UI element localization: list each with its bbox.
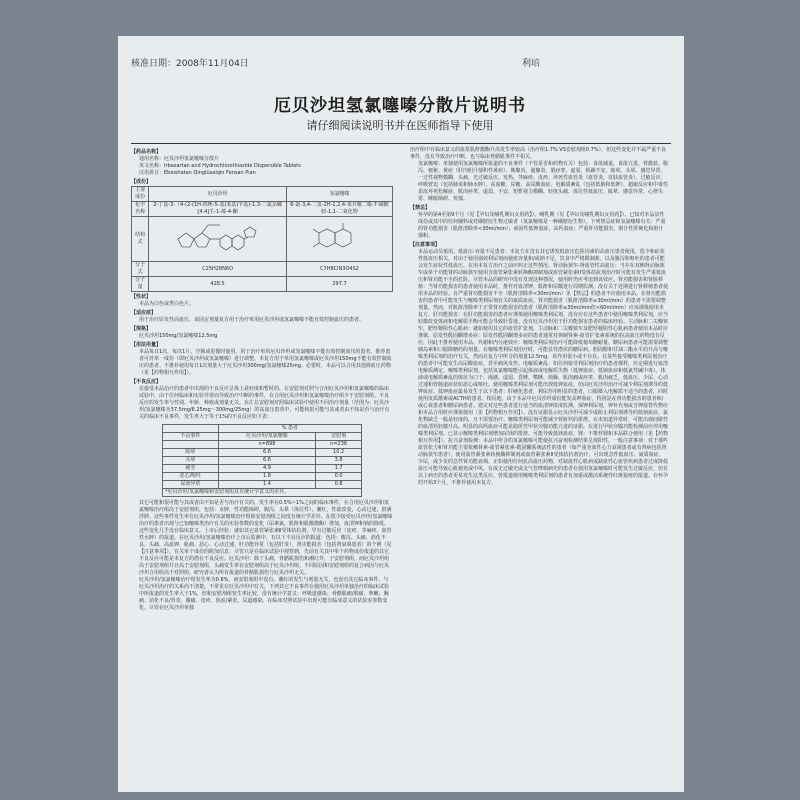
ae-drug-pct: 6.6 bbox=[218, 457, 316, 465]
english-name: 英文名称：Irbesartan and Hydrochlorothiazide Dispersible Tablets bbox=[139, 163, 301, 169]
comp-row-label: 分子式 bbox=[132, 262, 149, 277]
ae-drug-pct: 1.4 bbox=[218, 481, 316, 489]
irbesartan-mw: 428.5 bbox=[149, 277, 287, 292]
approval-date: 核准日期：2008年11月04日 bbox=[131, 59, 249, 69]
character-heading: 【性状】 bbox=[131, 294, 152, 300]
ae-header-cell: % 患者 bbox=[218, 425, 361, 433]
drug-name-heading: 【药品名称】 bbox=[131, 149, 162, 155]
table-row bbox=[163, 481, 362, 489]
precaution-text: 本品运动员慎用。低血压-容量不足患者：本复方在没有其它诱发低血压危险因素的高血压患者使用，很少和症状性低血压相关，对由于使用强效利尿剂而使血容量和/或钠不足，饮食中严格限制盐，以及腹泻和呕吐的患者可能会发生症状性低血压。在用本复方治疗之前应纠正这些情况。肾动脉狭窄-肾血管性高血压：当存在双侧肾动脉狭窄或单个功能肾的动脉狭窄使用含血管紧张素转换酶抑制剂或血管紧张素II受体拮抗剂治疗时可能有发生严重低血压和肾功能不全的危险。尽管本品的研究中没有发现这种情况，使用时仍应考虑到该效应。肾功能损害和肾脏移植：当肾功能损害的患者使用本品时，推荐对血清钾、肌酐和尿酸进行周期监测。没有关于近期进行肾移植患者使用本品的经验。有严重肾功能损害不全（肌酐清除率<30ml/min）见【禁忌】的患者不应使用本品。在肾功能损害的患者中可能发生与噻嗪类利尿剂有关的氮质血症。肾功能损害（肌酐清除率≥30ml/min）的患者不需要调整剂量。然而，对肌酐清除率于正常肾功能损害的患者（肌酐清除率≥30ml/min但<60ml/min）应该谨慎使用本复方。肝功能损害：在肝功能损害的患者应谨慎使用噻嗪类利尿剂。没有应在这些患者中使用噻嗪类利尿剂，应当轻微改变体液和电解质平衡可能会导致肝昏迷。没有厄贝沙坦用于肝功能损害患者的临床经验。主动脉和二尖瓣狭窄，肥厚梗阻性心肌病：就如使用其它的血管扩张剂，主动脉和二尖瓣狭窄及肥厚梗阻性心肌病患者使用本品时应谨慎。原发性醛固酮增多症：原发性醛固酮增多症的患者通常对抑制肾素-血管扩张素系统的抗高血压药物没有反应，因此不推荐使用本品。代谢和内分泌效应：噻嗪类利尿剂治疗可能降低葡萄糖耐量。糖尿病患者可能需要调整胰岛素和口服降糖药的剂量。在噻嗪类利尿剂治疗时，可能显性潜伏的糖尿病。胆固醇和甘油三酯水平的升高与噻嗪类利尿剂的治疗有关，然而在复方中所含的剂量12.5mg，该作用很小或不存在。在某些接受噻嗪类利尿剂治疗的患者中可能发生高尿酸血症，甚至痛风发作。电解质紊乱：如任何接受利尿剂治疗的患者都样，应定期进行血清电解质测定。噻嗪类利尿剂，包括氢氯噻嗪能引起体液或电解质失衡（低钾血症、低钠血症和低氯性碱中毒）。体液或电解质紊乱的体征为口干、渴感、虚弱、昏睡、嗜睡、烦躁、肌肉痛或痉挛、肌肉疲乏、低血压、少尿、心动过速和胃肠道症状如恶心或呕吐。使用噻嗪类利尿剂可能出现低钾血症，但由厄贝沙坦治疗可减少利尿剂诱导的低钾血症。低钾血症最易发生于以下患者：肝硬化患者，利尿作用明显的患者，口服摄入电解质不适当的患者，同时使用皮质激素或ACTH的患者。相反地，由于本品中厄贝沙坦成份能发高钾血症，特别是在肾功能损害的患者和/或心衰患者和糖尿病患者。建议对这些患者进行适当的血清钾浓度监测。保钾利尿剂，钾补充剂或含钾盐替代物应和本品合用时应谨慎使用（见【药物相互作用】）。没有证据显示厄贝沙坦可减少或阻止利尿剂诱导的低钠血症。氯化物缺乏一般是轻度的，且不需要治疗。噻嗪类利尿剂可能减少肾脏钙的排泄，在未知道异常时，可能出现间歇性的血清钙轻微升高。明显的高钙血症可能是隐匿性甲状旁腺功能亢进的证据。在进行甲状旁腺功能检测前应停用噻嗪类利尿剂。已显示噻嗪类利尿剂增加尿镁的排泄，可能导致低镁血症。锂：不推荐锂和本品联合使用（见【药物相互作用】）。抗兴奋剂检测：本品中所含的氢氯噻嗪可能使抗兴奋剂检测结果呈现阳性。一般注意事项：对于那些血管张力和肾功能主要依赖肾素-血管紧张素-醛固酮系统活性的患者（如严重充血性心力衰竭患者或有肾病包括肾动脉狭窄患者），使用血管紧张素转换酶抑制剂或血管紧张素II受体拮抗剂治疗，可出现急性低血压、氮质血症、少尿，或少见的急性肾功能衰竭。正如使用任何抗高血压药物，对缺血性心肌病或缺血性心血管疾病患者过度降低血压可能导致心肌梗死或中风。有或无过敏史或支气管哮喘病史的患者在使用氢氯噻嗪时可能发生过敏反应，但有以上病史的患者更易发生这类反应。曾报道使用噻嗪类利尿剂的患者有加重或激活系统性红斑狼疮的报道。在怀孕的开始3个月，不推荐使用本复方。 bbox=[418, 249, 669, 486]
ae-placebo-pct: 1.7 bbox=[316, 465, 362, 473]
ae-count-cell: n=898 bbox=[218, 441, 316, 449]
table-row bbox=[163, 449, 362, 457]
generic-name: 通用名称：厄贝沙坦氢氯噻嗪分散片 bbox=[139, 156, 220, 162]
ae-placebo-pct: 0.0 bbox=[316, 473, 362, 481]
character-text: 本品为白色或类白色片。 bbox=[139, 301, 195, 307]
ae-count-cell: n=236 bbox=[316, 441, 362, 449]
usage-heading: 【用法用量】 bbox=[131, 342, 162, 348]
comp-row-label: 分子量 bbox=[132, 277, 149, 292]
spec-heading: 【规格】 bbox=[131, 326, 152, 332]
hctz-mw: 297.7 bbox=[287, 277, 393, 292]
contraindication-text: 怀孕的第4至第9个月（见【孕妇及哺乳期妇女用药】）。哺乳期（见【孕妇及哺乳期妇女用药】）。已知对本品活性成份或其中的任何辅料或对磺胺衍生物过敏者（氢氯噻嗪是一种磺胺衍生物）。下列禁忌症和氢氯噻嗪有关：严重的肾功能损害（肌酐清除率<30ml/min）；顽固性低钾血症，高钙血症；严重肝功能损害，胆汁性肝硬化和胆汁郁积。 bbox=[418, 212, 666, 239]
composition-table bbox=[131, 186, 393, 292]
hctz-chem-name: 6-氯-3,4-二氢-2H-1,2,4-苯并噻二嗪-7-磺酰胺-1,1-二氧化物 bbox=[287, 202, 393, 217]
ae-placebo-pct: 3.8 bbox=[316, 457, 362, 465]
composition-heading: 【成份】 bbox=[131, 179, 152, 185]
irbesartan-structure bbox=[149, 217, 287, 262]
ae-header-cell: 不良事件 bbox=[163, 433, 219, 441]
pinyin-name: 汉语拼音：Ebeishatan Qinglüsaiqin Fensan Pian bbox=[139, 170, 256, 176]
comp-header-cell: 主要成份 bbox=[132, 187, 149, 202]
adverse-text: 在接受本品治疗的患者中出现的不良反应总体上是轻度和暂时的。在安慰剂对照与合用厄贝沙坦和氢氯噻嗪的临床试验中，由于任何临床和实验异常而导致治疗中断的事件，在合用厄贝沙坦和氢氯噻嗪治疗组少于安慰剂组。不良反应的发生率与性别、年龄、种族或剂量无关。在汇总安慰剂对照临床试验中使用不同治疗剂量（范围为：厄贝沙坦/氢氯噻嗪为37.5mg/6.25mg～300mg/25mg）的高血压患者中，可能和很可能与其或者由不知是否与治疗有关的临床不良事件，发生率大于等于1%的不良反应如下表： bbox=[139, 386, 390, 420]
hctz-formula: C7H8ClN3O4S2 bbox=[287, 262, 393, 277]
precaution-heading: 【注意事项】 bbox=[410, 242, 441, 248]
ae-event: 恶心/呕吐 bbox=[163, 473, 219, 481]
ae-event: 眩晕 bbox=[163, 449, 219, 457]
indication-text: 用于治疗原发性高血压。该固定剂量复方用于治疗单用厄贝沙坦或氢氯噻嗪不能有效控制血压的患者。 bbox=[139, 317, 365, 323]
right-top-text: 治疗组中有临床意义的血浆肌酐激酶升高发生率较高（治疗组1.7% VS安慰剂组0.7%），但这些变化并不属严重不良事件，没有导致治疗中断，也与临床骨骼肌事件不相关。 bbox=[410, 147, 667, 160]
irbesartan-chem-name: 2-丁基-3-（4-(2-(1H-四唑-5-基)苯基)苄基)-1,3-二氮杂螺[4.4]壬-1-烯-4-酮 bbox=[149, 202, 287, 217]
leaflet-subtitle: 请仔细阅读说明书并在医师指导下使用 bbox=[306, 119, 494, 132]
irbesartan-structure-image bbox=[168, 219, 268, 259]
ae-drug-pct: 1.8 bbox=[218, 473, 316, 481]
spec-text: 厄贝沙坦150mg/氢氯噻嗪12.5mg bbox=[139, 333, 218, 339]
ae-event: 疲劳 bbox=[163, 465, 219, 473]
comp-row-label: 结构式 bbox=[132, 217, 149, 262]
ae-footnote: *厄贝沙坦/氢氯噻嗪和安慰剂组具有统计学意义的差异。 bbox=[163, 489, 362, 497]
adverse-text-3: 厄贝沙坦/氢氯噻嗪治疗组发生率为0.6%，而安慰剂组中没有。潮红的发生与剂量无关，也没有其它临床事件，与厄贝沙坦治疗的关系尚不清楚。不常见在厄贝沙坦中有关，下列其它不良事件在使用厄贝沙坦单独治疗的临床试验中所报道的发生率大于1%，但和安慰剂组发生率比较，没有统计学意义：呼吸道感染、骨骼肌痛/肌痛、咳嗽、胸痛、消化不良/胃炎、腹痛、皮疹、焦虑/紧张、尿道感染。在临床对照试验中出现可能有临床意义的试验室参数变化，尽管在厄贝沙坦单独 bbox=[139, 577, 390, 611]
adverse-events-table bbox=[162, 424, 362, 497]
ae-placebo-pct: 10.2 bbox=[316, 449, 362, 457]
title-divider bbox=[131, 143, 671, 144]
ae-drug-pct: 4.9 bbox=[218, 465, 316, 473]
ae-event: 头晕 bbox=[163, 457, 219, 465]
adverse-heading: 【不良反应】 bbox=[131, 379, 162, 385]
ae-header-cell: 安慰剂 bbox=[316, 433, 362, 441]
irbesartan-formula: C25H28N6O bbox=[149, 262, 287, 277]
indication-heading: 【适应症】 bbox=[131, 310, 157, 316]
ae-drug-pct: 6.6 bbox=[218, 449, 316, 457]
table-row bbox=[163, 457, 362, 465]
hctz-adverse-text: 氢氯噻嗪：单独使用氢氯噻嗪所报道的不良事件（不管是否和药物有关）包括：食欲减退、食欲亢进、胃激惹、腹泻、便秘、黄疸（肝内胆汁郁积性黄疸）、胰腺炎、涎腺炎、肌痉挛、虚弱、烦躁不安、眩晕、头晕、感觉异常、一过性视物模糊、头痛、光过敏反应、发热、荨麻疹、皮疹、坏死性血管炎（血管炎，皮肤血管炎）、过敏反应、呼吸窘迫（包括肺炎和肺水肿）、高血糖、尿糖、高尿酸血症、电解质紊乱（包括低钠和低钾）、超敏反应和中毒性表皮坏死松解症、肌肉痉挛、虚弱、不安、短暂视力模糊、轻度头痛、体位性低血压、眩晕、感觉异常、心律失常、睡眠障碍、忧郁。 bbox=[418, 161, 669, 202]
table-row bbox=[163, 465, 362, 473]
right-column bbox=[410, 147, 668, 487]
ae-header-cell: 厄贝沙坦/氢氯噻嗪 bbox=[218, 433, 316, 441]
brand-label: 利培 bbox=[522, 59, 541, 69]
ae-event: 尿液异常 bbox=[163, 481, 219, 489]
ae-header-cell bbox=[163, 425, 219, 433]
comp-header-cell: 厄贝沙坦 bbox=[149, 187, 287, 202]
comp-row-label: 化学名称 bbox=[132, 202, 149, 217]
left-column bbox=[131, 147, 393, 612]
ae-count-cell bbox=[163, 441, 219, 449]
contraindication-heading: 【禁忌】 bbox=[410, 205, 431, 211]
comp-header-cell: 氢氯噻嗪 bbox=[287, 187, 393, 202]
hctz-structure-image bbox=[305, 219, 375, 259]
adverse-text-2: 其它可能和很可能与其或者由不知是否与治疗有关的，发生率在0.5%~1%之间的临床事件，在合用厄贝沙坦和氢氯噻嗪治疗组高于安慰剂组，包括：水肿，性功能障碍，腹泻，头晕（体位性），潮红，性欲改变，心动过速，鼓满浮肿。这些事件发生率在厄贝沙坦/氢氯噻嗪治疗组和安慰剂组之间没有统计学差异。在很少接受厄贝沙坦/氢氯噻嗪治疗的患者出现与已知噻嗪类治疗有关的实验参数的变化（尿素氮、肌酐和肌酸激酶）增加，血清钾和钠的降低。这些变化几乎没有临床意义。上市后经验：就如其它血管紧张素Ⅱ受体拮抗剂，罕有过敏反应（皮疹、荨麻疹、血管性水肿）的报道。在厄贝沙坦/氢氯噻嗪治疗上市后监测中，有以下不良反应的报道：包括：腹泻、头痛、消化不良、头痛、高血钾、肌痛、恶心、心动过速、肝功能异常（包括肝炎），肾功能损害（包括肾衰竭患者）的个例（见【注意事项】）。有关单个成份的附加信息：尽管只是在临床试验中观察到，先前有关其中单个药物成份报道的其它不良反应可能是本复方的潜在不良反应。厄贝沙坦：除了头痛，骨骼肌损伤和潮红外，于安慰剂组，而厄贝沙坦组高于安慰剂组并且高于安慰剂组，头痛发生率在安慰剂组高于厄贝沙坦组。不同原因和安慰剂组的复合病因与厄贝沙坦合用组高于对照组，研究者认为所有报道的骨骼肌损伤与厄贝沙坦无关。 bbox=[139, 500, 393, 576]
ae-placebo-pct: 0.8 bbox=[316, 481, 362, 489]
leaflet-title: 厄贝沙坦氢氯噻嗪分散片说明书 bbox=[274, 96, 526, 116]
table-row bbox=[163, 473, 362, 481]
hctz-structure bbox=[287, 217, 393, 262]
usage-text: 本品每日1次，每次1片，空腹或进餐时使用，用于治疗单用厄贝沙坦或氢氯噻嗪不能有效控制血压的患者。推荐患者可对单一成份（即厄贝沙坦或氢氯噻嗪）进行调整。本复方用于单用氢氯噻嗪或厄贝沙坦150mg不能有效控制血压的患者。不推荐使用每日1次剂量大于厄贝沙坦300mg/氢氯噻嗪25mg。必要时，本品可以合用其他降血压药物（见【药物相互作用】）。 bbox=[139, 349, 392, 376]
